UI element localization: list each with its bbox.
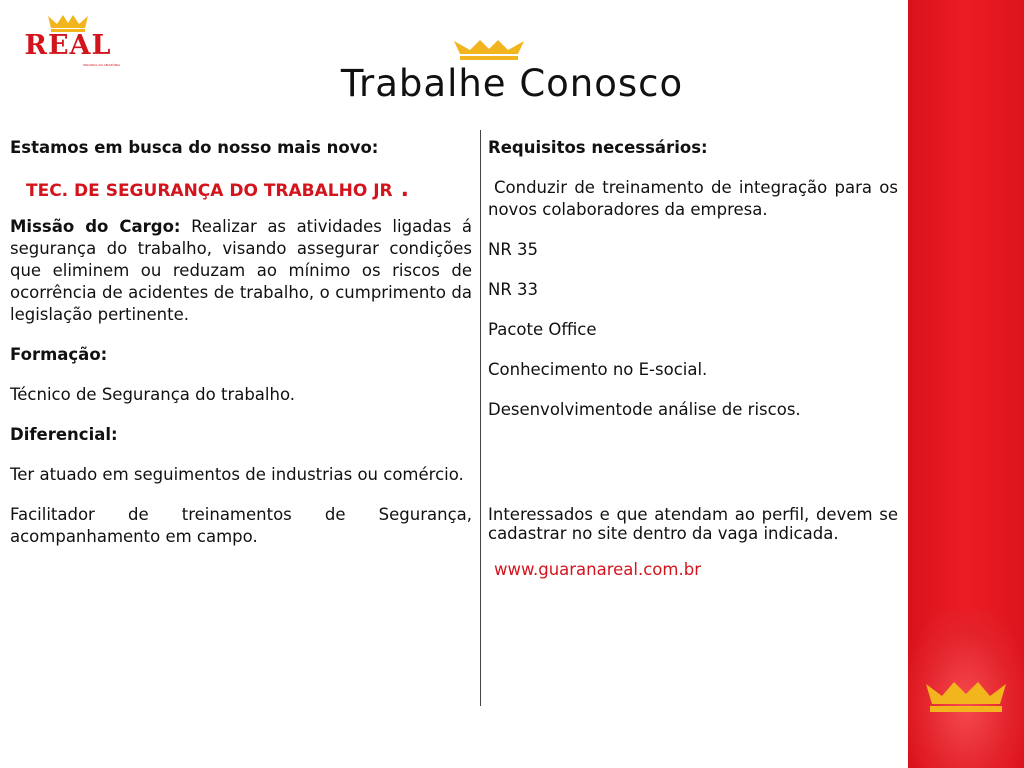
training-text: Técnico de Segurança do trabalho. xyxy=(10,385,296,404)
requirement-item: Pacote Office xyxy=(488,320,597,339)
logo-tagline: ORIGINAL DA AMAZÔNIA xyxy=(82,63,120,67)
intro-heading: Estamos em busca do nosso mais novo: xyxy=(10,138,379,157)
crown-icon xyxy=(920,680,1012,714)
column-divider xyxy=(480,130,481,706)
differential-item: Facilitador de treinamentos de Segurança, acompanhamento em campo. xyxy=(10,505,472,546)
job-title-punct: . xyxy=(400,177,409,202)
mission-text: Realizar as atividades ligadas á segurança do trabalho, visando assegurar condições que eliminem ou reduzam ao mínimo os riscos de ocorrência de acidentes de trabalho, o cumprimento da legislação pertinente. xyxy=(10,217,473,324)
apply-instructions: Interessados e que atendam ao perfil, devem se cadastrar no site dentro da vaga indicada. xyxy=(488,505,898,543)
logo-wordmark: REAL xyxy=(24,30,112,61)
differential-item: Ter atuado em seguimentos de industrias ou comércio. xyxy=(10,465,464,484)
requirement-item: Desenvolvimentode análise de riscos. xyxy=(488,400,801,419)
requirement-item: NR 33 xyxy=(488,280,539,299)
left-column xyxy=(10,137,472,548)
mission-paragraph xyxy=(10,216,472,326)
requirement-item: Conhecimento no E-social. xyxy=(488,360,708,379)
differential-heading: Diferencial: xyxy=(10,425,118,444)
job-title xyxy=(10,179,472,202)
page-title: Trabalhe Conosco xyxy=(340,62,684,105)
mission-label: Missão do Cargo: xyxy=(10,217,181,236)
right-column xyxy=(488,137,898,581)
requirement-item: Conduzir de treinamento de integração para os novos colaboradores da empresa. xyxy=(488,178,898,219)
requirement-item: NR 35 xyxy=(488,240,539,259)
requirements-heading: Requisitos necessários: xyxy=(488,138,708,157)
website-link[interactable]: www.guaranareal.com.br xyxy=(494,560,701,579)
job-title-text: TEC. DE SEGURANÇA DO TRABALHO JR xyxy=(26,181,393,201)
training-heading: Formação: xyxy=(10,345,108,364)
